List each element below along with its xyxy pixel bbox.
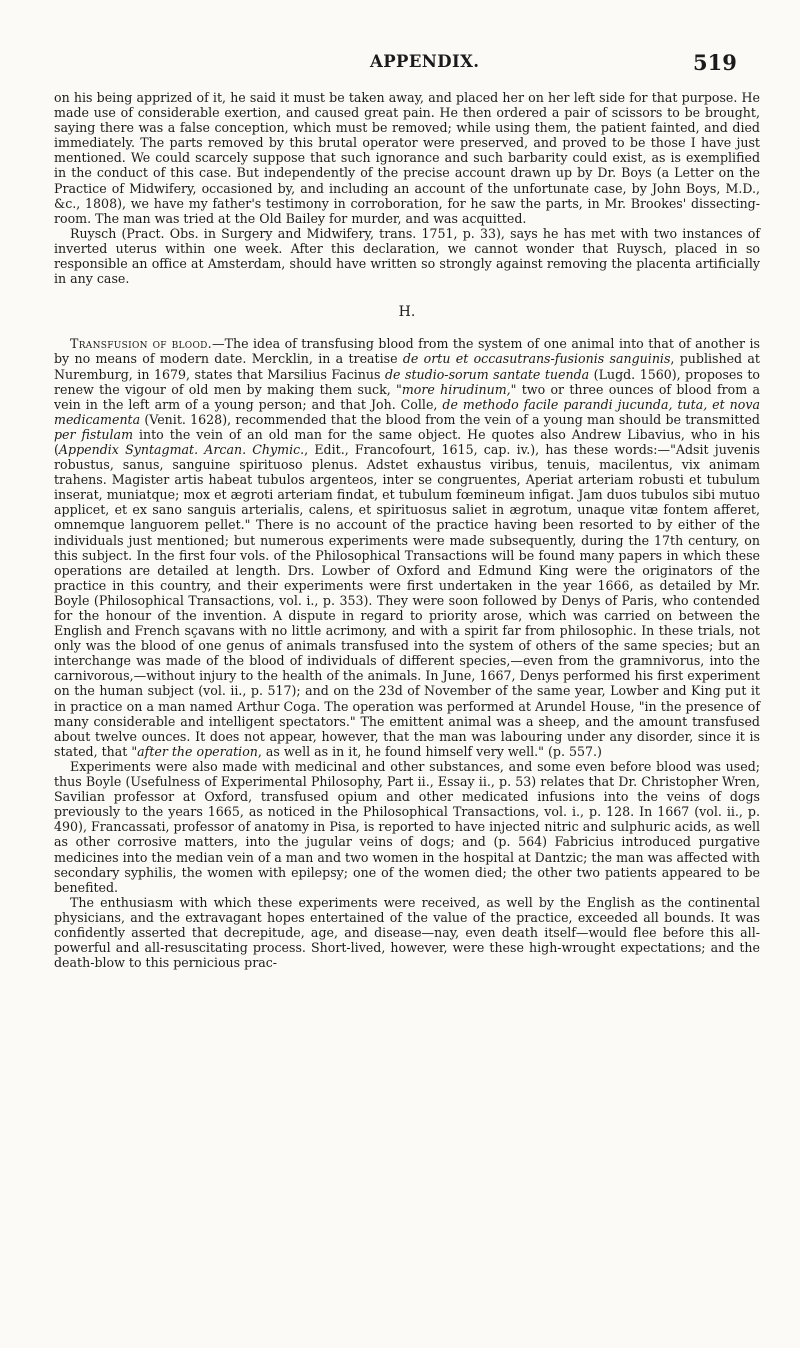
- body-text: [54, 90, 760, 970]
- section-letter-h: H.: [398, 304, 416, 321]
- running-head: [0, 50, 800, 80]
- section-heading: Transfusion of blood.: [70, 336, 212, 352]
- paragraph-forceps-case-continued: on his being apprized of it, he said it must be taken away, and placed her on her left side for that purpose. He made use of considerable exertion, and caused great pain. He then ordered a pair of scissors to be brought, saying there was a false conception, which must be removed; while using them, the patient fainted, and died immediately. The parts removed by this brutal operator were preserved, and proved to be those I have just mentioned. We could scarcely suppose that such ignorance and such barbarity could exist, as is exemplified in the conduct of this case. But independently of the precise account drawn up by Dr. Boys (a Letter on the Practice of Midwifery, occasioned by, and including an account of the unfortunate case, by John Boys, M.D., &c., 1808), we have my father's testimony in corroboration, for he saw the parts, in Mr. Brookes' dissecting-room. The man was tried at the Old Bailey for murder, and was acquitted.: [54, 90, 760, 226]
- page-number: 519: [693, 50, 737, 75]
- paragraph-enthusiasm: The enthusiasm with which these experiments were received, as well by the English as the continental physicians, and the extravagant hopes entertained of the value of the practice, exceeded all bounds. It was confidently asserted that decrepitude, age, and disease—nay, even death itself—would flee before this all-powerful and all-resuscitating process. Short-lived, however, were these high-wrought expectations; and the death-blow to this pernicious prac-: [54, 894, 760, 971]
- paragraph-ruysch: Ruysch (Pract. Obs. in Surgery and Midwifery, trans. 1751, p. 33), says he has met with two instances of inverted uterus within one week. After this declaration, we cannot wonder that Ruysch, placed in so responsible an office at Amsterdam, should have written so strongly against removing the placenta artificially in any case.: [54, 225, 760, 287]
- running-head-title: APPENDIX.: [370, 52, 480, 71]
- paragraph-transfusion-history: Transfusion of blood.—The idea of transfusing blood from the system of one animal into that of another is by no means of modern date. Mercklin, in a treatise de ortu et occasutrans-fusionis sanguinis, published at Nuremburg, in 1679, states that Marsilius Facinus de studio-sorum santate tuenda (Lugd. 1560), proposes to renew the vigour of old men by making them suck, "more hirudinum," two or three ounces of blood from a vein in the left arm of a young person; and that Joh. Colle, de methodo facile parandi jucunda, tuta, et nova medicamenta (Venit. 1628), recommended that the blood from the vein of a young man should be transmitted per fistulam into the vein of an old man for the same object. He quotes also Andrew Libavius, who in his (Appendix Syntagmat. Arcan. Chymic., Edit., Francofourt, 1615, cap. iv.), has these words:—"Adsit juvenis robustus, sanus, sanguine spirituoso plenus. Adstet exhaustus viribus, tenuis, macilentus, vix animam trahens. Magister artis habeat tubulos argenteos, inter se congruentes, Aperiat arteriam robusti et tubulum inserat, muniatque; mox et ægroti arteriam findat, et tubulum fœmineum infigat. Jam duos tubulos sibi mutuo applicet, et ex sano sanguis arterialis, calens, et spirituosus saliet in ægrotum, unaque vitæ fontem afferet, omnemque languorem pellet." There is no account of the practice having been resorted to by either of the individuals just mentioned; but numerous experiments were made subsequently, during the 17th century, on this subject. In the first four vols. of the Philosophical Transactions will be found many papers in which these operations are detailed at length. Drs. Lowber of Oxford and Edmund King were the originators of the practice in this country, and their experiments were first undertaken in the year 1666, as detailed by Mr. Boyle (Philosophical Transactions, vol. i., p. 353). They were soon followed by Denys of Paris, who contended for the honour of the invention. A dispute in regard to priority arose, which was carried on between the English and French sçavans with no little acrimony, and with a spirit far from philosophic. In these trials, not only was the blood of one genus of animals transfused into the system of others of the same species; but an interchange was made of the blood of individuals of different species,—even from the gramnivorus, into the carnivorous,—without injury to the health of the animals. In June, 1667, Denys performed his first experiment on the human subject (vol. ii., p. 517); and on the 23d of November of the same year, Lowber and King put it in practice on a man named Arthur Coga. The operation was performed at Arundel House, "in the presence of many considerable and intelligent spectators." The emittent animal was a sheep, and the amount transfused about twelve ounces. It does not appear, however, that the man was labouring under any disorder, since it is stated, that "after the operation, as well as in it, he found himself very well." (p. 557.): [54, 336, 760, 759]
- paragraph-medicinal-transfusion: Experiments were also made with medicinal and other substances, and some even before blood was used; thus Boyle (Usefulness of Experimental Philosophy, Part ii., Essay ii., p. 53) relates that Dr. Christopher Wren, Savilian professor at Oxford, transfused opium and other medicated infusions into the veins of dogs previously to the years 1665, as noticed in the Philosophical Transactions, vol. i., p. 128. In 1667 (vol. ii., p. 490), Francassati, professor of anatomy in Pisa, is reported to have injected nitric and sulphuric acids, as well as other corrosive matters, into the jugular veins of dogs; and (p. 564) Fabricius introduced purgative medicines into the median vein of a man and two women in the hospital at Dantzic; the man was affected with secondary syphilis, the women with epilepsy; one of the women died; the other two patients appeared to be benefited.: [54, 758, 760, 895]
